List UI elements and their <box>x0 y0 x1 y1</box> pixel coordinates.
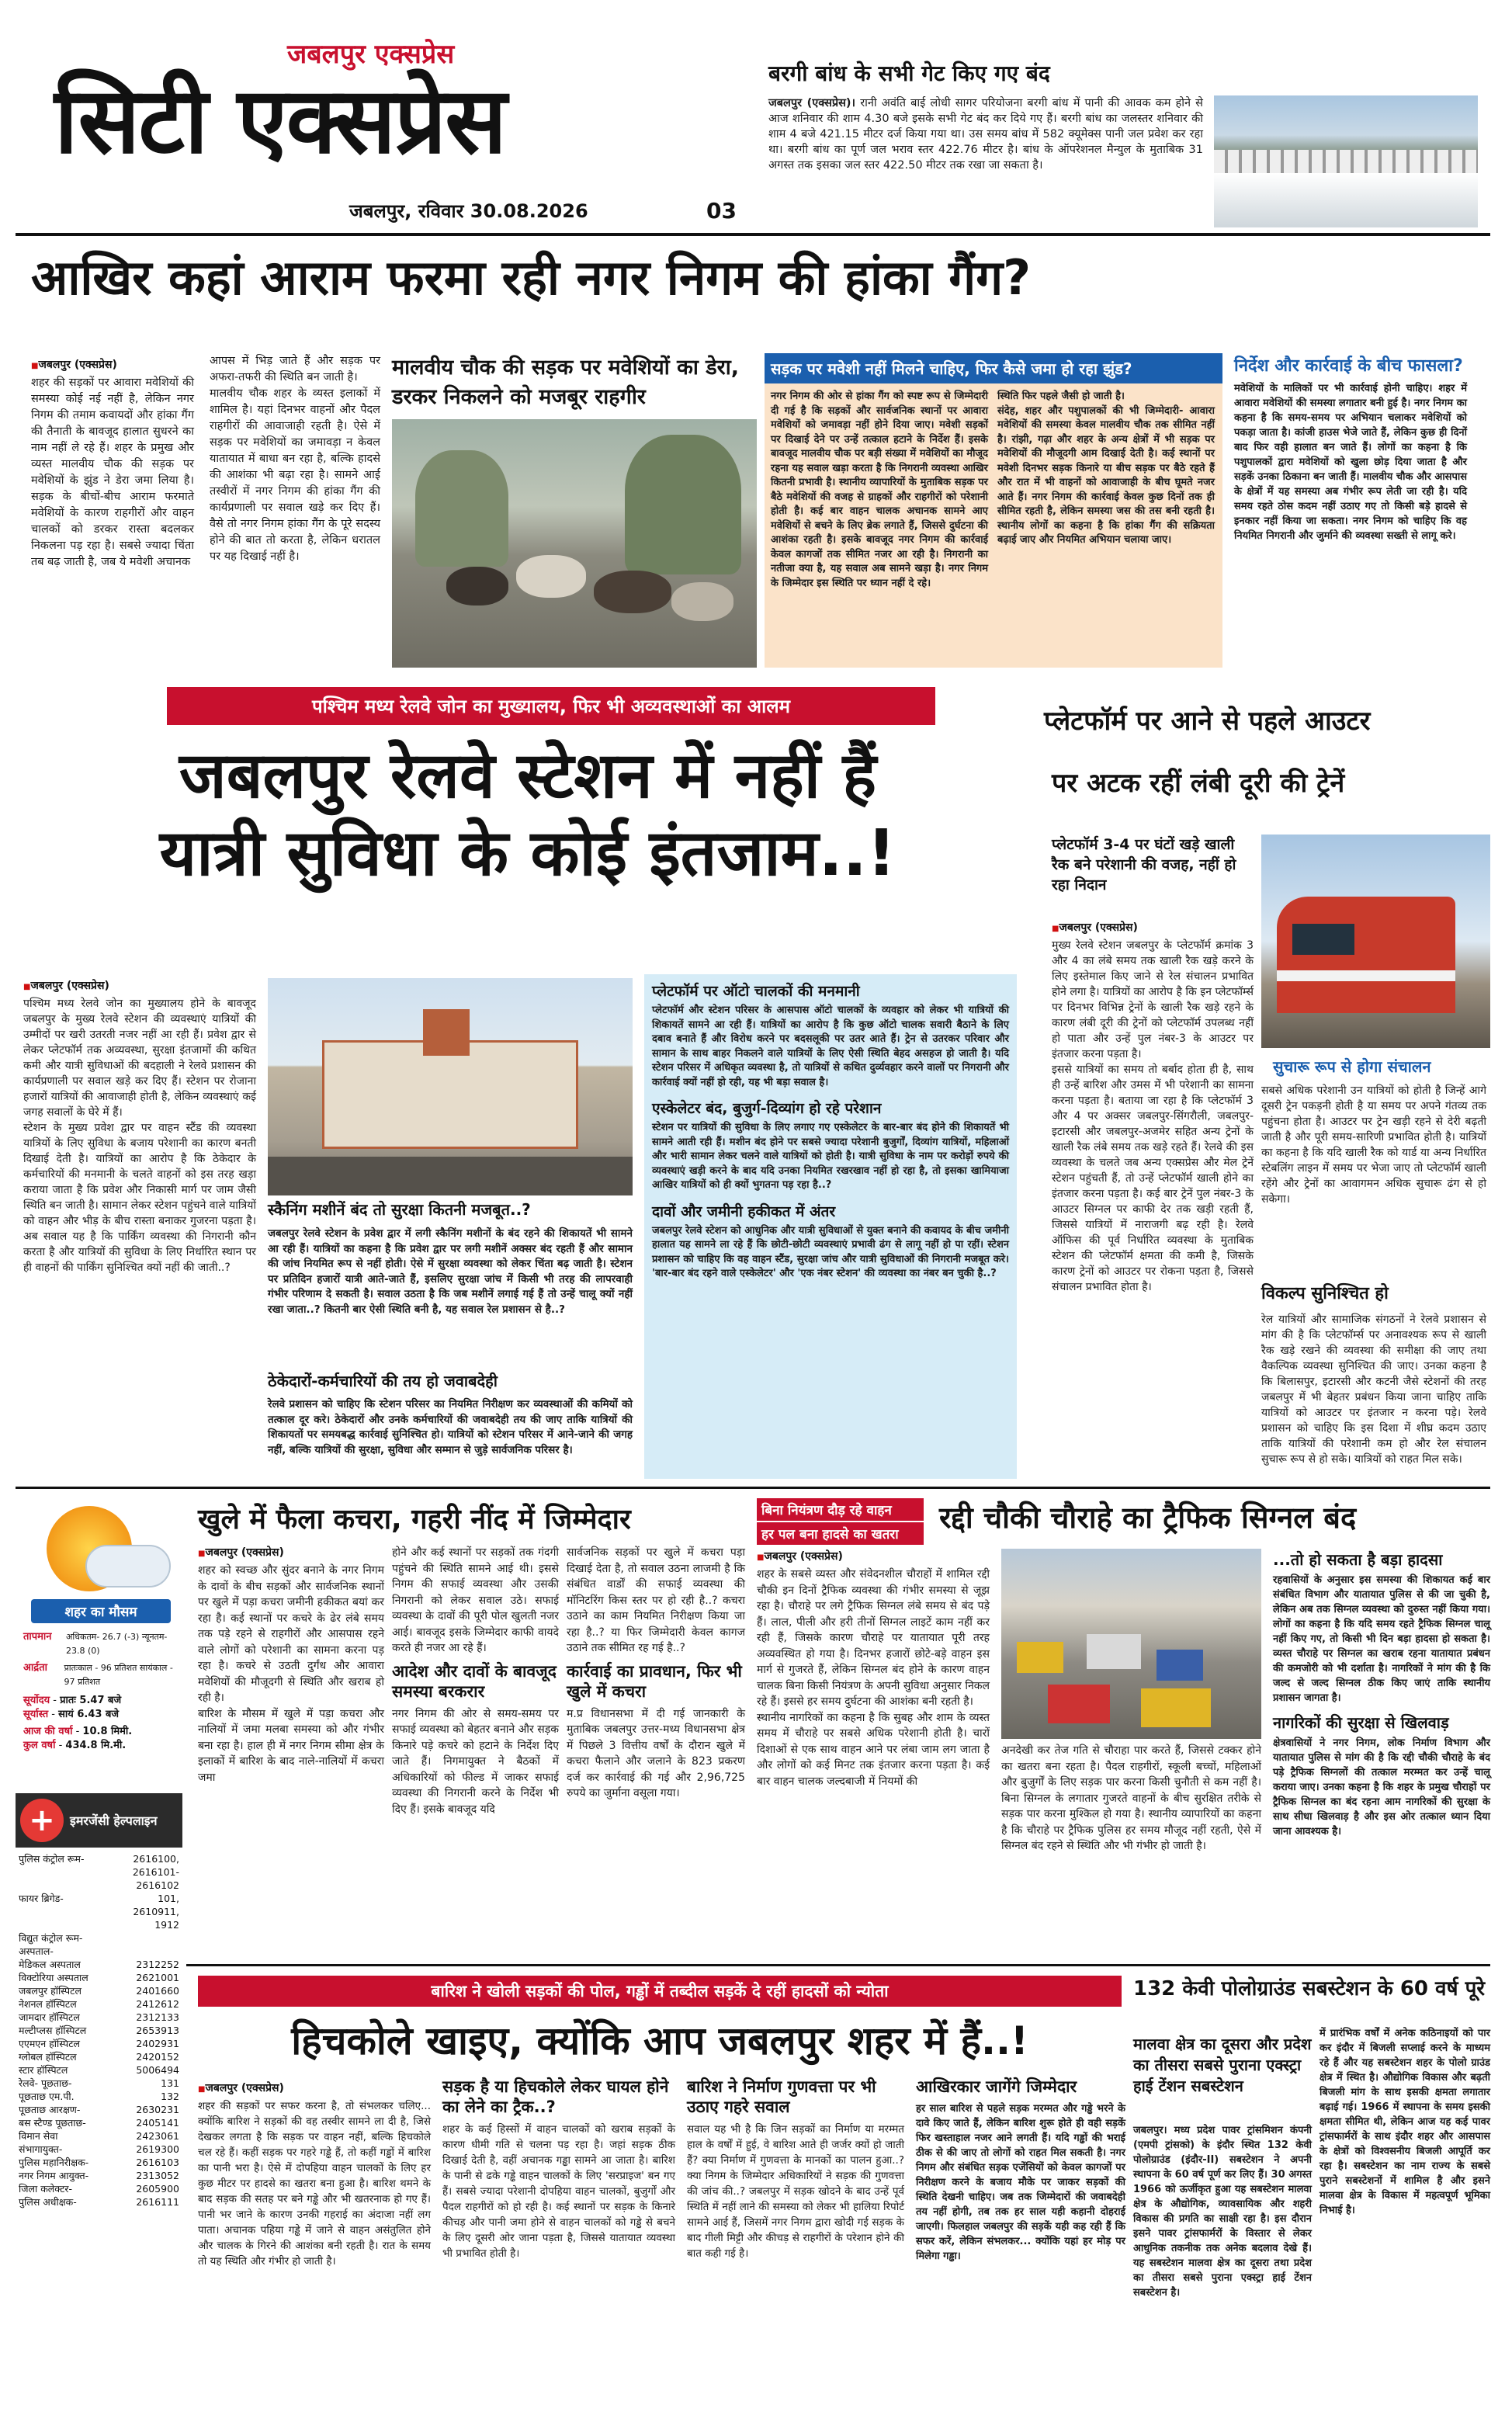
page-number: 03 <box>706 198 737 224</box>
weather-box <box>16 1498 182 1793</box>
helpline-row <box>19 2050 179 2063</box>
lead-col2: आपस में भिड़ जाते हैं और सड़क पर अफरा-तफरी की स्थिति बन जाती है। मालवीय चौक शहर के व्यस्त इलाकों में शामिल है। यहां दिनभर वाहनों और पैदल राहगीरों की आवाजाही रहती है। ऐसे में सड़क पर मवेशियों का जमावड़ा न केवल यातायात में बाधा बन रहा है, बल्कि हादसे की आशंका भी बढ़ा रहा है। सामने आई तस्वीरों में नगर निगम की हांका गैंग की कार्यप्रणाली पर सवाल खड़े कर दिए हैं। वैसे तो नगर निगम हांका गैंग के पूरे सदस्य होने की बात तो करता है, लेकिन धरातल पर यह दिखाई नहीं है। <box>210 355 380 563</box>
helpline-name: पूछताछ एम.पी. <box>19 2091 75 2102</box>
helpline-row <box>19 1945 179 1958</box>
lead-col1 <box>31 357 194 571</box>
helpline-row <box>19 1984 179 1997</box>
helpline-number: 2621001 <box>136 1972 179 1983</box>
roads-col3-text: सवाल यह भी है कि जिन सड़कों का निर्माण या मरम्मत हाल के वर्षों में हुई, वे बारिश आते ही जर्जर क्यों हो जाती हैं? क्या निर्माण में गुणवत्ता के मानकों का पालन हुआ..? क्या निगम के जिम्मेदार अधिकारियों ने सड़क की गुणवत्ता की जांच की..? जबलपुर में सड़क खोदने के बाद उन्हें पूर्व स्थिति में नहीं लाने की समस्या को लेकर भी हालिया रिपोर्ट सामने आई हैं, जिसमें नगर निगम द्वारा खोदी गई सड़क के बाद गीली मिट्टी और कीचड़ से राहगीरों के परेशान होने की बात कही गई है। <box>687 2123 904 2260</box>
garbage-col1 <box>198 1545 384 1785</box>
escalator-headline: एस्केलेटर बंद, बुजुर्ग-दिव्यांग हो रहे परेशान <box>652 1100 882 1117</box>
helpline-number: 2619300 <box>136 2143 179 2155</box>
helpline-name: नगर निगम आयुक्त- <box>19 2170 89 2181</box>
claims-headline: दावों और जमीनी हकीकत में अंतर <box>652 1202 836 1220</box>
helpline-name: पूछताछ आरक्षण- <box>19 2104 81 2115</box>
railway-headline-2: यात्री सुविधा के कोई इंतजाम..! <box>159 817 896 890</box>
garbage-sub2: कार्रवाई का प्रावधान, फिर भी खुले में कचरा <box>567 1661 742 1701</box>
railway-col1 <box>23 978 256 1275</box>
traffic-col1-text: शहर के सबसे व्यस्त और संवेदनशील चौराहों में शामिल रद्दी चौकी इन दिनों ट्रैफिक व्यवस्था की गंभीर समस्या से जूझ रहा है। चौराहे पर लगे ट्रैफिक सिग्नल लंबे समय से बंद पड़े हैं। लाल, पीली और हरी तीनों सिग्नल लाइटें काम नहीं कर रही हैं, जिसके कारण चौराहे पर यातायात पूरी तरह अव्यवस्थित हो गया है। दिनभर हजारों छोटे-बड़े वाहन इस मार्ग से गुजरते हैं, लेकिन सिग्नल बंद होने के कारण वाहन चालक बिना किसी नियंत्रण के अपनी सुविधा अनुसार निकल रहे हैं। इससे हर समय दुर्घटना की आशंका बनी रहती है। स्थानीय नागरिकों का कहना है कि सुबह और शाम के व्यस्त समय में चौराहे पर सबसे अधिक परेशानी होती है। चारों दिशाओं से एक साथ वाहन आने पर लंबा जाम लग जाता है और लोगों को कई मिनट तक इंतजार करना पड़ता है। कई बार वाहन चालक जल्दबाजी में नियमों की <box>757 1568 990 1788</box>
helpline-name: विक्टोरिया अस्पताल <box>19 1972 88 1983</box>
bargi-byline: जबलपुर (एक्सप्रेस)। <box>768 97 856 109</box>
roads-col3 <box>687 2077 904 2261</box>
helpline-row <box>19 2129 179 2143</box>
outer-col2a: सबसे अधिक परेशानी उन यात्रियों को होती है जिन्हें आगे दूसरी ट्रेन पकड़नी होती है या समय पर अपने गंतव्य तक पहुंचना होता है। आउटर पर ट्रेन खड़ी रहने से देरी बढ़ती जाती है और पूरी समय-सारिणी प्रभावित होती है। यात्रियों का कहना है कि यदि खाली रैक को यार्ड या अन्य निर्धारित स्टेबलिंग लाइन में समय पर भेजा जाए तो प्लेटफॉर्म खाली रहेंगे और ट्रेनों का आवागमन अधिक सुचारू ढंग से हो सकेगा। <box>1261 1084 1486 1206</box>
bargi-body: रानी अवंति बाई लोधी सागर परियोजना बरगी बांध में पानी की आवक कम होने से आज शनिवार की शाम 4.30 बजे इसके सभी गेट बंद कर दिये गए हैं। बरगी बांध का जलस्तर शनिवार की शाम 4 बजे 421.15 मीटर दर्ज किया गया था। उस समय बांध में 582 क्यूमेक्स पानी जल प्रवेश कर रहा था। बरगी बांध का पूर्ण जल भराव स्तर 422.76 मीटर है। बांध के ऑपरेशनल मैन्युल के मुताबिक 31 अगस्त तक इसका जल स्तर 422.50 मीटर तक रखा जा सकता है। <box>768 97 1203 172</box>
scan-body: जबलपुर रेलवे स्टेशन के प्रवेश द्वार में लगी स्कैनिंग मशीनों के बंद रहने की शिकायतें भी सामने आ रही हैं। यात्रियों का कहना है कि प्रवेश द्वार पर लगी मशीनें अक्सर बंद रहती हैं और सामान की जांच नियमित रूप से नहीं होती। ऐसे में सुरक्षा व्यवस्था को लेकर चिंता बढ़ जाती है। स्टेशन पर प्रतिदिन हजारों यात्री आते-जाते हैं, इसलिए सुरक्षा जांच में किसी भी तरह की लापरवाही गंभीर परिणाम दे सकती है। सवाल उठता है कि जब मशीनें लगाई गई हैं तो उन्हें चालू क्यों नहीं रखा जाता..? कितनी बार ऐसी स्थिति बनी है, यह सवाल रेल प्रशासन से है..? <box>268 1227 633 1316</box>
helpline-name: विमान सेवा <box>19 2130 58 2142</box>
helpline-name: अस्पताल- <box>19 1945 54 1957</box>
lead-byline: ■ जबलपुर (एक्सप्रेस) <box>31 357 194 372</box>
dam-photo <box>1214 95 1478 227</box>
helpline-row <box>19 2037 179 2050</box>
helpline-row <box>19 1958 179 1971</box>
helpline-list <box>16 1848 182 2213</box>
helpline-number: 5006494 <box>136 2064 179 2076</box>
helpline-row <box>19 1997 179 2011</box>
auto-body: प्लेटफॉर्म और स्टेशन परिसर के आसपास ऑटो चालकों के व्यवहार को लेकर भी यात्रियों की शिकायतें सामने आ रही हैं। यात्रियों का आरोप है कि कुछ ऑटो चालक सवारी बैठाने के लिए दबाव बनाते हैं और विरोध करने पर बदसलूकी पर उतर आते हैं। ट्रेन से उतरकर परिवार और सामान के साथ बाहर निकलने वाले यात्रियों के लिए ऐसी स्थिति बेहद असहज हो जाती है। यदि स्टेशन परिसर में अधिकृत व्यवस्था है, तो यात्रियों से कथित दुर्व्यवहार करने वालों पर निगरानी और कार्रवाई क्यों नहीं हो रही, यह भी बड़ा सवाल है। <box>652 1005 1009 1088</box>
helpline-number: 2616111 <box>136 2196 179 2208</box>
lead-col1-text: शहर की सड़कों पर आवारा मवेशियों की समस्या कोई नई नहीं है, लेकिन नगर निगम की तमाम कवायदों और हांका गैंग की तैनाती के बावजूद हालात सुधरने का नाम नहीं ले रहे हैं। शहर के प्रमुख और व्यस्त मालवीय चौक की सड़क पर मवेशियों के झुंड ने डेरा जमा लिया है। सड़क के बीचों-बीच आराम फरमाते मवेशियों के कारण राहगीरों और वाहन चालकों को डरकर रास्ता बदलकर निकलना पड़ रहा है। सबसे ज्यादा चिंता तब बढ़ जाती है, जब ये मवेशी अचानक <box>31 376 194 568</box>
substation-headline: 132 केवी पोलोग्राउंड सबस्टेशन के 60 वर्ष पूरे <box>1133 1977 1485 2000</box>
helpline-name: ग्लोबल हॉस्पिटल <box>19 2051 77 2063</box>
helpline-name: फायर ब्रिगेड- <box>19 1893 64 1904</box>
roads-sub3: आखिरकार जागेंगे जिम्मेदार <box>916 2077 1077 2096</box>
weather-row: सूर्यास्त - सायं 6.43 बजे <box>23 1709 120 1720</box>
traffic-photo <box>1001 1549 1261 1739</box>
helpline-name: मल्टीप्लस हॉस्पिटल <box>19 2025 87 2036</box>
railway-headline-1: जबलपुर रेलवे स्टेशन में नहीं हैं <box>179 739 877 813</box>
outer-col1 <box>1052 920 1254 1295</box>
helpline-name: पुलिस कंट्रोल रूम- <box>19 1853 85 1865</box>
lead-side-body: मवेशियों के मालिकों पर भी कार्रवाई होनी चाहिए। शहर में आवारा मवेशियों की समस्या लगातार बनी हुई है। नगर निगम का कहना है कि समय-समय पर अभियान चलाकर मवेशियों को पकड़ा जाता है। कांजी हाउस भेजे जाते हैं, लेकिन कुछ ही दिनों बाद फिर वही हालात बन जाते हैं। लोगों का कहना है कि पशुपालकों द्वारा मवेशियों को खुला छोड़ दिया जाता है और सड़कें उनका ठिकाना बन जाती हैं। मालवीय चौक और आसपास के क्षेत्रों में यह समस्या अब गंभीर रूप लेती जा रही है। यदि समय रहते ठोस कदम नहीं उठाए गए तो किसी बड़े हादसे से इनकार नहीं किया जा सकता। नगर निगम को चाहिए कि वह नियमित निगरानी और जुर्माने की व्यवस्था सख्ती से लागू करे। <box>1234 383 1467 542</box>
helpline-number: 2630231 <box>136 2104 179 2115</box>
helpline-number: 2605900 <box>136 2183 179 2195</box>
bargi-story <box>768 58 1483 229</box>
traffic-side2-body: क्षेत्रवासियों ने नगर निगम, लोक निर्माण विभाग और यातायात पुलिस से मांग की है कि रद्दी चौकी चौराहे के बंद पड़े ट्रैफिक सिग्नलों की तत्काल मरम्मत कर उन्हें चालू कराया जाए। उनका कहना है कि शहर के प्रमुख चौराहों पर ट्रैफिक सिग्नल का बंद रहना आम नागरिकों की सुरक्षा के साथ सीधा खिलवाड़ है और इस ओर तत्काल ध्यान दिया जाना आवश्यक है। <box>1273 1737 1490 1837</box>
helpline-name: विद्युत कंट्रोल रूम- <box>19 1932 83 1944</box>
lead-side-title: निर्देश और कार्रवाई के बीच फासला? <box>1234 356 1463 376</box>
traffic-side1-title: ...तो हो सकता है बड़ा हादसा <box>1273 1550 1443 1569</box>
railway-kicker: पश्चिम मध्य रेलवे जोन का मुख्यालय, फिर भी अव्यवस्थाओं का आलम <box>167 687 935 725</box>
helpline-number: 2423061 <box>136 2130 179 2142</box>
helpline-name: नेशनल हॉस्पिटल <box>19 1998 77 2010</box>
helpline-number: 2312133 <box>136 2011 179 2023</box>
helpline-number: 2401660 <box>136 1985 179 1997</box>
substation-col2: में प्रारंभिक वर्षों में अनेक कठिनाइयों को पार कर इंदौर में बिजली सप्लाई करने के माध्यम रहे हैं और यह सबस्टेशन शहर के पोलो ग्राउंड क्षेत्र में स्थित है। औद्योगिक विकास और बढ़ती बिजली मांग के साथ इसकी क्षमता लगातार बढ़ाई गई। 1966 में स्थापना के समय इसकी क्षमता सीमित थी, लेकिन आज यह कई पावर ट्रांसफार्मरों के साथ इंदौर शहर और आसपास के क्षेत्रों को विश्वसनीय बिजली आपूर्ति कर रहा है। सबस्टेशन का नाम राज्य के सबसे पुराने सबस्टेशनों में शामिल है और इसने मालवा क्षेत्र के विकास में महत्वपूर्ण भूमिका निभाई है। <box>1320 2028 1490 2216</box>
helpline-name: बस स्टैण्ड पूछताछ- <box>19 2117 86 2129</box>
medical-cross-icon: + <box>20 1799 64 1842</box>
garbage-headline: खुले में फैला कचरा, गहरी नींद में जिम्मेदार <box>198 1504 631 1535</box>
helpline-row <box>19 2116 179 2129</box>
contract-body: रेलवे प्रशासन को चाहिए कि स्टेशन परिसर का नियमित निरीक्षण कर व्यवस्थाओं की कमियों को तत्काल दूर करे। ठेकेदारों और उनके कर्मचारियों की जवाबदेही तय की जाए ताकि यात्रियों की शिकायतों पर समयबद्ध कार्रवाई सुनिश्चित हो। यात्रियों को स्टेशन परिसर में आने-जाने की जगह नहीं, बल्कि यात्रियों की सुरक्षा, सुविधा और सम्मान से जुड़े सार्वजनिक परिसर है। <box>268 1398 633 1456</box>
helpline-number: 2313052 <box>136 2170 179 2181</box>
helpline-name: जामदार हॉस्पिटल <box>19 2011 80 2023</box>
weather-row: कुल वर्षा - 434.8 मि.मी. <box>23 1740 127 1751</box>
traffic-side1-body: रहवासियों के अनुसार इस समस्या की शिकायत कई बार संबंधित विभाग और यातायात पुलिस से की जा चुकी है, लेकिन अब तक सिग्नल व्यवस्था को दुरुस्त नहीं किया गया। लोगों का कहना है कि यदि समय रहते ट्रैफिक सिग्नल चालू नहीं किए गए, तो किसी भी दिन बड़ा हादसा हो सकता है। व्यस्त चौराहे पर सिग्नल का खराब रहना यातायात प्रबंधन की कमजोरी को भी दर्शाता है। नागरिकों ने मांग की है कि जल्द से जल्द सिग्नल ठीक किए जाएं ताकि स्थानीय प्रशासन जागता है। <box>1273 1574 1490 1704</box>
outer-photo-caption: सुचारू रूप से होगा संचालन <box>1273 1057 1431 1076</box>
roads-col2 <box>442 2077 675 2261</box>
traffic-col1 <box>757 1549 990 1789</box>
garbage-col3 <box>567 1545 745 1802</box>
traffic-flag-2: हर पल बना हादसे का खतरा <box>757 1522 924 1545</box>
roads-col1 <box>198 2080 431 2269</box>
weather-row: आज की वर्षा - 10.8 मिमी. <box>23 1726 133 1737</box>
roads-byline: ■ जबलपुर (एक्सप्रेस) <box>198 2080 431 2095</box>
roads-col4 <box>916 2077 1125 2264</box>
cows-photo <box>392 419 757 668</box>
outer-deck: प्लेटफॉर्म 3-4 पर घंटों खड़े खाली रैक बने परेशानी की वजह, नहीं हो रहा निदान <box>1052 836 1236 894</box>
helpline-number: 2616103 <box>136 2157 179 2168</box>
weather-row: सूर्योदय - प्रातः 5.47 बजे <box>23 1695 122 1706</box>
helpline-name: जिला कलेक्टर- <box>19 2183 73 2195</box>
helpline-row <box>19 2182 179 2195</box>
helpline-name: एएमएन हॉस्पिटल <box>19 2038 80 2049</box>
garbage-col2b: नगर निगम की ओर से समय-समय पर सफाई व्यवस्था को बेहतर बनाने और सड़क किनारे पड़े कचरे को हटाने के निर्देश दिए जाते हैं। निगमायुक्त ने बैठकों में अधिकारियों को फील्ड में जाकर सफाई व्यवस्था की निगरानी करने के निर्देश भी दिए हैं। इसके बावजूद यदि <box>392 1707 559 1816</box>
helpline-name: स्टार हॉस्पिटल <box>19 2064 68 2076</box>
roads-kicker: बारिश ने खोली सड़कों की पोल, गड्ढों में तब्दील सड़कें दे रहीं हादसों को न्योता <box>198 1976 1122 2007</box>
garbage-col1-text: शहर को स्वच्छ और सुंदर बनाने के नगर निगम के दावों के बीच सड़कों और सार्वजनिक स्थानों पर खुले में पड़ा कचरा जमीनी हकीकत बयां कर रहा है। कई स्थानों पर कचरे के ढेर लंबे समय तक पड़े रहने से राहगीरों और आसपास रहने वाले लोगों को परेशानी का सामना करना पड़ रहा है। कचरे से उठती दुर्गंध और आवारा मवेशियों की मौजूदगी से स्थिति और खराब हो रही है। बारिश के मौसम में खुले में पड़ा कचरा और नालियों में जमा मलबा समस्या को और गंभीर बना रहा है। हाल ही में नगर निगम सीमा क्षेत्र के इलाकों में बारिश के बाद नाले-नालियों में कचरा जमा <box>198 1564 384 1784</box>
traffic-headline: रद्दी चौकी चौराहे का ट्रैफिक सिग्नल बंद <box>939 1501 1357 1535</box>
railway-col1-text: पश्चिम मध्य रेलवे जोन का मुख्यालय होने के बावजूद जबलपुर के मुख्य रेलवे स्टेशन की व्यवस्थाएं यात्रियों की उम्मीदों पर खरी उतरती नजर नहीं आ रही हैं। प्रवेश द्वार से लेकर प्लेटफॉर्म तक अव्यवस्था, सुरक्षा इंतजामों की कथित कमी और यात्री सुविधाओं की बदहाली ने रेलवे प्रशासन की कार्यप्रणाली पर सवाल खड़े कर दिए हैं। स्टेशन पर रोजाना हजारों यात्रियों की आवाजाही होती है, लेकिन व्यवस्थाएं कई जगह सवालों के घेरे में हैं। स्टेशन के मुख्य प्रवेश द्वार पर वाहन स्टैंड की व्यवस्था यात्रियों के लिए सुविधा के बजाय परेशानी का कारण बनती दिखाई देती है। यात्रियों का आरोप है कि ठेकेदार के कर्मचारियों की मनमानी के चलते वाहनों को इस तरह खड़ा कराया जाता है कि प्रवेश और निकासी मार्ग पर जाम जैसी स्थिति बन जाती है। सामान लेकर स्टेशन पहुंचने वाले यात्रियों को वाहन और भीड़ के बीच रास्ता बनाकर गुजरना पड़ता है। अब सवाल यह है कि पार्किंग व्यवस्था की निगरानी कौन करता है और यात्रियों की सुविधा के लिए निर्धारित स्थान पर ही वाहनों की पार्किंग सुनिश्चित क्यों नहीं की जाती..? <box>23 998 256 1274</box>
lead-side <box>1234 353 1467 543</box>
helpline-number: 2405141 <box>136 2117 179 2129</box>
garbage-sub1: आदेश और दावों के बावजूद समस्या बरकरार <box>392 1661 557 1701</box>
roads-sub1: सड़क है या हिचकोले लेकर घायल होने का लेने का ट्रैक..? <box>442 2077 669 2116</box>
helpline-name: रेलवे- पूछताछ- <box>19 2077 72 2089</box>
helpline-name: पुलिस महानिरीक्षक- <box>19 2157 89 2168</box>
cow-photo-caption: मालवीय चौक की सड़क पर मवेशियों का डेरा, डरकर निकलने को मजबूर राहगीर <box>392 356 739 409</box>
helpline-row <box>19 2063 179 2077</box>
helpline-number: 101, 2610911, 1912 <box>133 1893 179 1931</box>
helpline-number: 2420152 <box>136 2051 179 2063</box>
substation-col1: जबलपुर। मध्य प्रदेश पावर ट्रांसमिशन कंपनी (एमपी ट्रांसको) के इंदौर स्थित 132 केवी पोलोग्राउंड (इंदौर-II) सबस्टेशन ने अपनी स्थापना के 60 वर्ष पूर्ण कर लिए हैं। 30 अगस्त 1966 को ऊर्जीकृत हुआ यह सबस्टेशन मालवा क्षेत्र के औद्योगिक, व्यावसायिक और शहरी विकास की प्रगति का साक्षी रहा है। इस दौरान इसने पावर ट्रांसफार्मरों के विस्तार से लेकर आधुनिक तकनीक तक अनेक बदलाव देखे हैं। यह सबस्टेशन मालवा क्षेत्र का दूसरा तथा प्रदेश का तीसरा सबसे पुराना एक्स्ट्रा हाई टेंशन सबस्टेशन है। <box>1133 2125 1312 2299</box>
helpline-number: 2312252 <box>136 1959 179 1970</box>
helpline-header <box>16 1793 182 1848</box>
contract-headline: ठेकेदारों-कर्मचारियों की तय हो जवाबदेही <box>268 1372 498 1390</box>
traffic-flag <box>757 1498 924 1545</box>
helpline-row <box>19 2090 179 2103</box>
garbage-col3a: सार्वजनिक सड़कों पर खुले में कचरा पड़ा दिखाई देता है, तो सवाल उठना लाजमी है कि संबंधित वार्डों की सफाई व्यवस्था की मॉनिटरिंग किस स्तर पर हो रही है..? कचरा उठाने का काम नियमित निरीक्षण किया जा रहा है..? या फिर जिम्मेदारी केवल कागज उठाने तक सीमित रह गई है..? <box>567 1546 745 1654</box>
helpline-box <box>16 1793 182 2406</box>
cloud-icon <box>85 1545 171 1588</box>
substation-deck: मालवा क्षेत्र का दूसरा और प्रदेश का तीसरा सबसे पुराना एक्स्ट्रा हाई टेंशन सबस्टेशन <box>1133 2035 1312 2095</box>
weather-row: आर्द्रता प्रातःकाल - 96 प्रतिशत सायंकाल - 97 प्रतिशत <box>23 1662 173 1687</box>
cattle-box-title: सड़क पर मवेशी नहीं मिलने चाहिए, फिर कैसे जमा हो रहा झुंड? <box>765 353 1222 383</box>
roads-headline: हिचकोले खाइए, क्योंकि आप जबलपुर शहर में हैं..! <box>291 2018 1028 2063</box>
outer-headline-1: प्लेटफॉर्म पर आने से पहले आउटर <box>1044 706 1371 737</box>
lead-headline: आखिर कहां आराम फरमा रही नगर निगम की हांका गैंग? <box>31 249 1032 306</box>
helpline-title: इमरजेंसी हेल्पलाइन <box>70 1813 158 1828</box>
roads-col1-text: शहर की सड़कों पर सफर करना है, तो संभलकर चलिए... क्योंकि बारिश ने सड़कों की वह तस्वीर सामने ला दी है, जिसे देखकर लगता है कि सड़क पर वाहन नहीं, बल्कि हिचकोले चल रहे हैं। कहीं सड़क पर गहरे गड्ढे हैं, तो कहीं गड्ढों में बारिश का पानी भरा है। ऐसे में दोपहिया वाहन चालकों के लिए हर कुछ मीटर पर हादसे का खतरा बना हुआ है। बारिश थमने के बाद सड़क की सतह पर बने गड्ढे और भी खतरनाक हो गए हैं। पानी भर जाने के कारण उनकी गहराई का अंदाजा नहीं लग पाता। अचानक पहिया गड्ढे में जाने से वाहन असंतुलित होने और चालक के गिरने की आशंका बनी रहती है। रात के समय तो यह स्थिति और गंभीर हो जाती है। <box>198 2100 431 2268</box>
cattle-box-col1: नगर निगम की ओर से हांका गैंग को स्पष्ट रूप से जिम्मेदारी दी गई है कि सड़कों और सार्वजनिक स्थानों पर आवारा मवेशियों को जमावड़ा नहीं होने दिया जाए। मवेशी सड़कों पर दिखाई देने पर उन्हें तत्काल हटाने के निर्देश हैं। इसके बावजूद मालवीय चौक पर बड़ी संख्या में मवेशियों का मौजूद रहना यह सवाल खड़ा करता है कि निगरानी व्यवस्था आखिर कितनी प्रभावी है। स्थानीय व्यापारियों के मुताबिक सड़क पर बैठे मवेशियों की वजह से ग्राहकों और राहगीरों को परेशानी होती है। कई बार वाहन चालक अचानक सामने आए मवेशियों से बचने के लिए ब्रेक लगाते हैं, जिससे दुर्घटना की आशंका रहती है। इसके बावजूद नगर निगम की कार्रवाई केवल कागजों तक सीमित नजर आ रही है। निगरानी का नतीजा क्या है, यह सवाल अब सामने खड़ा है। नगर निगम के जिम्मेदार इस स्थिति पर ध्यान नहीं दे रहे। <box>771 390 988 589</box>
masthead-title: सिटी एक्सप्रेस <box>54 67 505 174</box>
garbage-col2 <box>392 1545 559 1817</box>
helpline-number: 2616100, 2616101- 2616102 <box>132 1853 179 1891</box>
helpline-row <box>19 2169 179 2182</box>
helpline-row <box>19 2195 179 2209</box>
dateline: जबलपुर, रविवार 30.08.2026 <box>349 200 588 222</box>
roads-col2-text: शहर के कई हिस्सों में वाहन चालकों को खराब सड़कों के कारण धीमी गति से चलना पड़ रहा है। जहां सड़क ठीक दिखाई देती है, वहीं अचानक गड्ढा सामने आ जाता है। बारिश के पानी से ढके गड्ढे वाहन चालकों के लिए 'सरप्राइज' बन गए हैं। सबसे ज्यादा परेशानी दोपहिया वाहन चालकों, बुजुर्गों और पैदल राहगीरों को हो रही है। कई स्थानों पर सड़क के किनारे कीचड़ और पानी जमा होने से वाहन चालकों को गड्ढे से बचने के लिए दूसरी ओर जाना पड़ता है, जिससे यातायात व्यवस्था भी प्रभावित होती है। <box>442 2123 675 2260</box>
outer-byline: ■ जबलपुर (एक्सप्रेस) <box>1052 920 1254 935</box>
traffic-flag-1: बिना नियंत्रण दौड़ रहे वाहन <box>757 1498 924 1521</box>
masthead <box>54 35 737 233</box>
traffic-side <box>1273 1549 1490 1839</box>
helpline-number: 2412612 <box>136 1998 179 2010</box>
train-photo <box>1261 835 1490 1048</box>
outer-headline-2: पर अटक रहीं लंबी दूरी की ट्रेनें <box>1052 768 1345 799</box>
alternative-headline: विकल्प सुनिश्चित हो <box>1261 1284 1389 1303</box>
weather-row: तापमान अधिकतम- 26.7 (-3) न्यूनतम- 23.8 (0) <box>23 1631 168 1656</box>
bargi-headline: बरगी बांध के सभी गेट किए गए बंद <box>768 61 1050 86</box>
helpline-row <box>19 2011 179 2024</box>
outer-col2b: रेल यात्रियों और सामाजिक संगठनों ने रेलवे प्रशासन से मांग की है कि प्लेटफॉर्म्स पर अनावश्यक रूप से खाली रैक खड़े रखने की व्यवस्था की समीक्षा की जाए तथा वैकल्पिक व्यवस्था सुनिश्चित की जाए। उनका कहना है कि बिलासपुर, इटारसी और कटनी जैसे स्टेशनों की तरह जबलपुर में भी बेहतर प्रबंधन किया जाना चाहिए ताकि यात्रियों को आउटर पर इंतजार न करना पड़े। रेलवे प्रशासन को चाहिए कि इस दिशा में शीघ्र कदम उठाए ताकि यात्रियों की परेशानी कम हो और रेल संचालन सुचारू रूप से हो सके। यात्रियों को राहत मिल सके। <box>1261 1313 1486 1466</box>
traffic-byline: ■ जबलपुर (एक्सप्रेस) <box>757 1549 990 1563</box>
railway-box <box>644 974 1017 1479</box>
helpline-name: जबलपुर हॉस्पिटल <box>19 1985 81 1997</box>
helpline-row <box>19 2024 179 2037</box>
railway-byline: ■ जबलपुर (एक्सप्रेस) <box>23 978 256 993</box>
weather-title: शहर का मौसम <box>31 1599 171 1623</box>
garbage-col2a: होने और कई स्थानों पर सड़कों तक गंदगी पहुंचने की स्थिति सामने आई थी। इससे निगम की सफाई व्यवस्था और उसकी निगरानी को लेकर सवाल उठे। सफाई व्यवस्था के दावों की पूरी पोल खुलती नजर आई। बावजूद इसके जिम्मेदार काफी वायदे करते ही नजर आ रहे हैं। <box>392 1546 559 1654</box>
helpline-row <box>19 2156 179 2169</box>
cattle-box-col2: स्थिति फिर पहले जैसी हो जाती है। संदेह, शहर और पशुपालकों की भी जिम्मेदारी- आवारा मवेशियों की समस्या केवल मालवीय चौक तक सीमित नहीं है। रांझी, गढ़ा और शहर के अन्य क्षेत्रों में भी सड़क पर मवेशियों की मौजूदगी आम दिखाई देती है। कई स्थानों पर मवेशी दिनभर सड़क किनारे या बीच सड़क पर बैठे रहते हैं और रात में भी वाहनों को आवाजाही के बीच घूमते नजर आते हैं। नगर निगम की कार्रवाई केवल कुछ दिनों तक ही सीमित रहती है, लेकिन समस्या जस की तस बनी रहती है। स्थानीय लोगों का कहना है कि हांका गैंग की सक्रियता बढ़ाई जाए और नियमित अभियान चलाया जाए। <box>997 390 1215 546</box>
claims-body: जबलपुर रेलवे स्टेशन को आधुनिक और यात्री सुविधाओं से युक्त बनाने की कवायद के बीच जमीनी हालात यह सामने ला रहे हैं कि छोटी-छोटी व्यवस्थाएं प्रभावी ढंग से लागू नहीं हो पा रहीं। स्टेशन प्रशासन को चाहिए कि वह वाहन स्टैंड, सुरक्षा जांच और यात्री सुविधाओं की निगरानी मजबूत करे। 'बार-बार बंद रहने वाले एस्केलेटर' और 'एक नंबर स्टेशन' की व्यवस्था का नंबर बन चुकी है..? <box>652 1224 1010 1279</box>
helpline-number: 2402931 <box>136 2038 179 2049</box>
cattle-box <box>765 353 1222 668</box>
roads-col4-text: हर साल बारिश से पहले सड़क मरम्मत और गड्ढे भरने के दावे किए जाते हैं, लेकिन बारिश शुरू होते ही वही सड़कें फिर खस्ताहाल नजर आने लगती हैं। यदि गड्ढों की भराई ठीक से की जाए तो लोगों को राहत मिल सकती है। नगर निगम और संबंधित सड़क एजेंसियों को केवल कागजों पर निरीक्षण करने के बजाय मौके पर जाकर सड़कों की स्थिति देखनी चाहिए। जब तक जिम्मेदारों की जवाबदेही तय नहीं होगी, तब तक हर साल यही कहानी दोहराई जाएगी। फिलहाल जबलपुर की सड़कें यही कह रही हैं कि सफर करें, लेकिन संभलकर... क्योंकि यहां हर मोड़ पर मिलेगा गड्ढा। <box>916 2103 1125 2262</box>
masthead-kicker: जबलपुर एक्सप्रेस <box>287 39 455 70</box>
auto-headline: प्लेटफॉर्म पर ऑटो चालकों की मनमानी <box>652 983 860 1000</box>
helpline-row <box>19 1931 179 1945</box>
helpline-number: 2653913 <box>136 2025 179 2036</box>
garbage-byline: ■ जबलपुर (एक्सप्रेस) <box>198 1545 384 1560</box>
helpline-name: पुलिस अधीक्षक- <box>19 2196 77 2208</box>
garbage-col3b: म.प्र विधानसभा में दी गई जानकारी के मुताबिक जबलपुर उत्तर-मध्य विधानसभा क्षेत्र में पिछले 3 वित्तीय वर्षों के दौरान खुले में कचरा फैलाने और जलाने के 823 प्रकरण दर्ज कर कार्रवाई की गई और 2,96,725 रुपये का जुर्माना वसूला गया। <box>567 1707 745 1799</box>
helpline-row <box>19 2143 179 2156</box>
escalator-body: स्टेशन पर यात्रियों की सुविधा के लिए लगाए गए एस्केलेटर के बार-बार बंद होने की शिकायतें भी सामने आती रही हैं। मशीन बंद होने पर सबसे ज्यादा परेशानी बुजुर्गों, दिव्यांग यात्रियों, महिलाओं और भारी सामान लेकर चलने वाले यात्रियों को होती है। यात्री सुविधा के नाम पर करोड़ों रुपये की व्यवस्थाएं खड़ी करने के बाद यदि उनका नियमित रखरखाव नहीं हो रहा है, तो इसका खामियाजा आखिर यात्रियों को ही क्यों भुगतना पड़ रहा है..? <box>652 1122 1009 1191</box>
roads-sub2: बारिश ने निर्माण गुणवत्ता पर भी उठाए गहरे सवाल <box>687 2077 876 2116</box>
helpline-name: संभागायुक्त- <box>19 2143 63 2155</box>
helpline-number: 131 <box>161 2077 179 2089</box>
helpline-name: मेडिकल अस्पताल <box>19 1959 81 1970</box>
traffic-col2: अनदेखी कर तेज गति से चौराहा पार करते हैं, जिससे टक्कर होने का खतरा बना रहता है। पैदल राहगीरों, स्कूली बच्चों, महिलाओं और बुजुर्गों के लिए सड़क पार करना किसी चुनौती से कम नहीं है। बिना सिग्नल के लगातार गुजरते वाहनों के बीच सुरक्षित तरीके से सड़क पार करना मुश्किल हो गया है। स्थानीय व्यापारियों का कहना है कि चौराहे पर ट्रैफिक पुलिस हर समय मौजूद नहीं रहती, ऐसे में सिग्नल बंद रहने से स्थिति और भी गंभीर हो जाती है। <box>1001 1744 1261 1852</box>
outer-col1-text: मुख्य रेलवे स्टेशन जबलपुर के प्लेटफॉर्म क्रमांक 3 और 4 का लंबे समय तक खाली रैक खड़े करने के लिए इस्तेमाल किए जाने से रेल संचालन प्रभावित होने लगा है। यात्रियों का आरोप है कि इन प्लेटफॉर्म्स पर दिनभर विभिन्न ट्रेनों के खाली रैक खड़े रहने के कारण लंबी दूरी की ट्रेनों को प्लेटफॉर्म उपलब्ध नहीं हो पाता और उन्हें पुल नंबर-3 के आउटर पर इंतजार करना पड़ता है। इससे यात्रियों का समय तो बर्बाद होता ही है, साथ ही उन्हें बारिश और उमस में भी परेशानी का सामना करना पड़ता है। बताया जा रहा है कि प्लेटफॉर्म 3 और 4 पर अक्सर जबलपुर-सिंगरौली, जबलपुर-इटारसी और जबलपुर-अजमेर सहित अन्य ट्रेनों के खाली रैक लंबे समय तक खड़े रहते हैं। रेलवे की इस व्यवस्था के चलते जब अन्य एक्सप्रेस और मेल ट्रेनें स्टेशन पहुंचती हैं, तो उन्हें प्लेटफॉर्म खाली होने का इंतजार करना पड़ता है। कई बार ट्रेनें पुल नंबर-3 के आउटर सिग्नल पर काफी देर तक खड़ी रहती हैं, जिससे यात्रियों में नाराजगी बढ़ रही है। रेलवे ऑफिस की पूर्व निर्धारित व्यवस्था के मुताबिक स्टेशन की प्लेटफॉर्म क्षमता की कमी है, जिसके कारण ट्रेनों को आउटर पर रोकना पड़ता है, जिससे संचालन प्रभावित होता है। <box>1052 939 1254 1293</box>
helpline-row <box>19 1971 179 1984</box>
station-photo <box>268 978 633 1195</box>
helpline-row <box>19 2103 179 2116</box>
helpline-number: 132 <box>161 2091 179 2102</box>
helpline-row <box>19 1852 179 1892</box>
traffic-side2-title: नागरिकों की सुरक्षा से खिलवाड़ <box>1273 1713 1449 1732</box>
scan-headline: स्कैनिंग मशीनें बंद तो सुरक्षा कितनी मजबूत..? <box>268 1200 531 1219</box>
helpline-row <box>19 2077 179 2090</box>
helpline-row <box>19 1892 179 1931</box>
